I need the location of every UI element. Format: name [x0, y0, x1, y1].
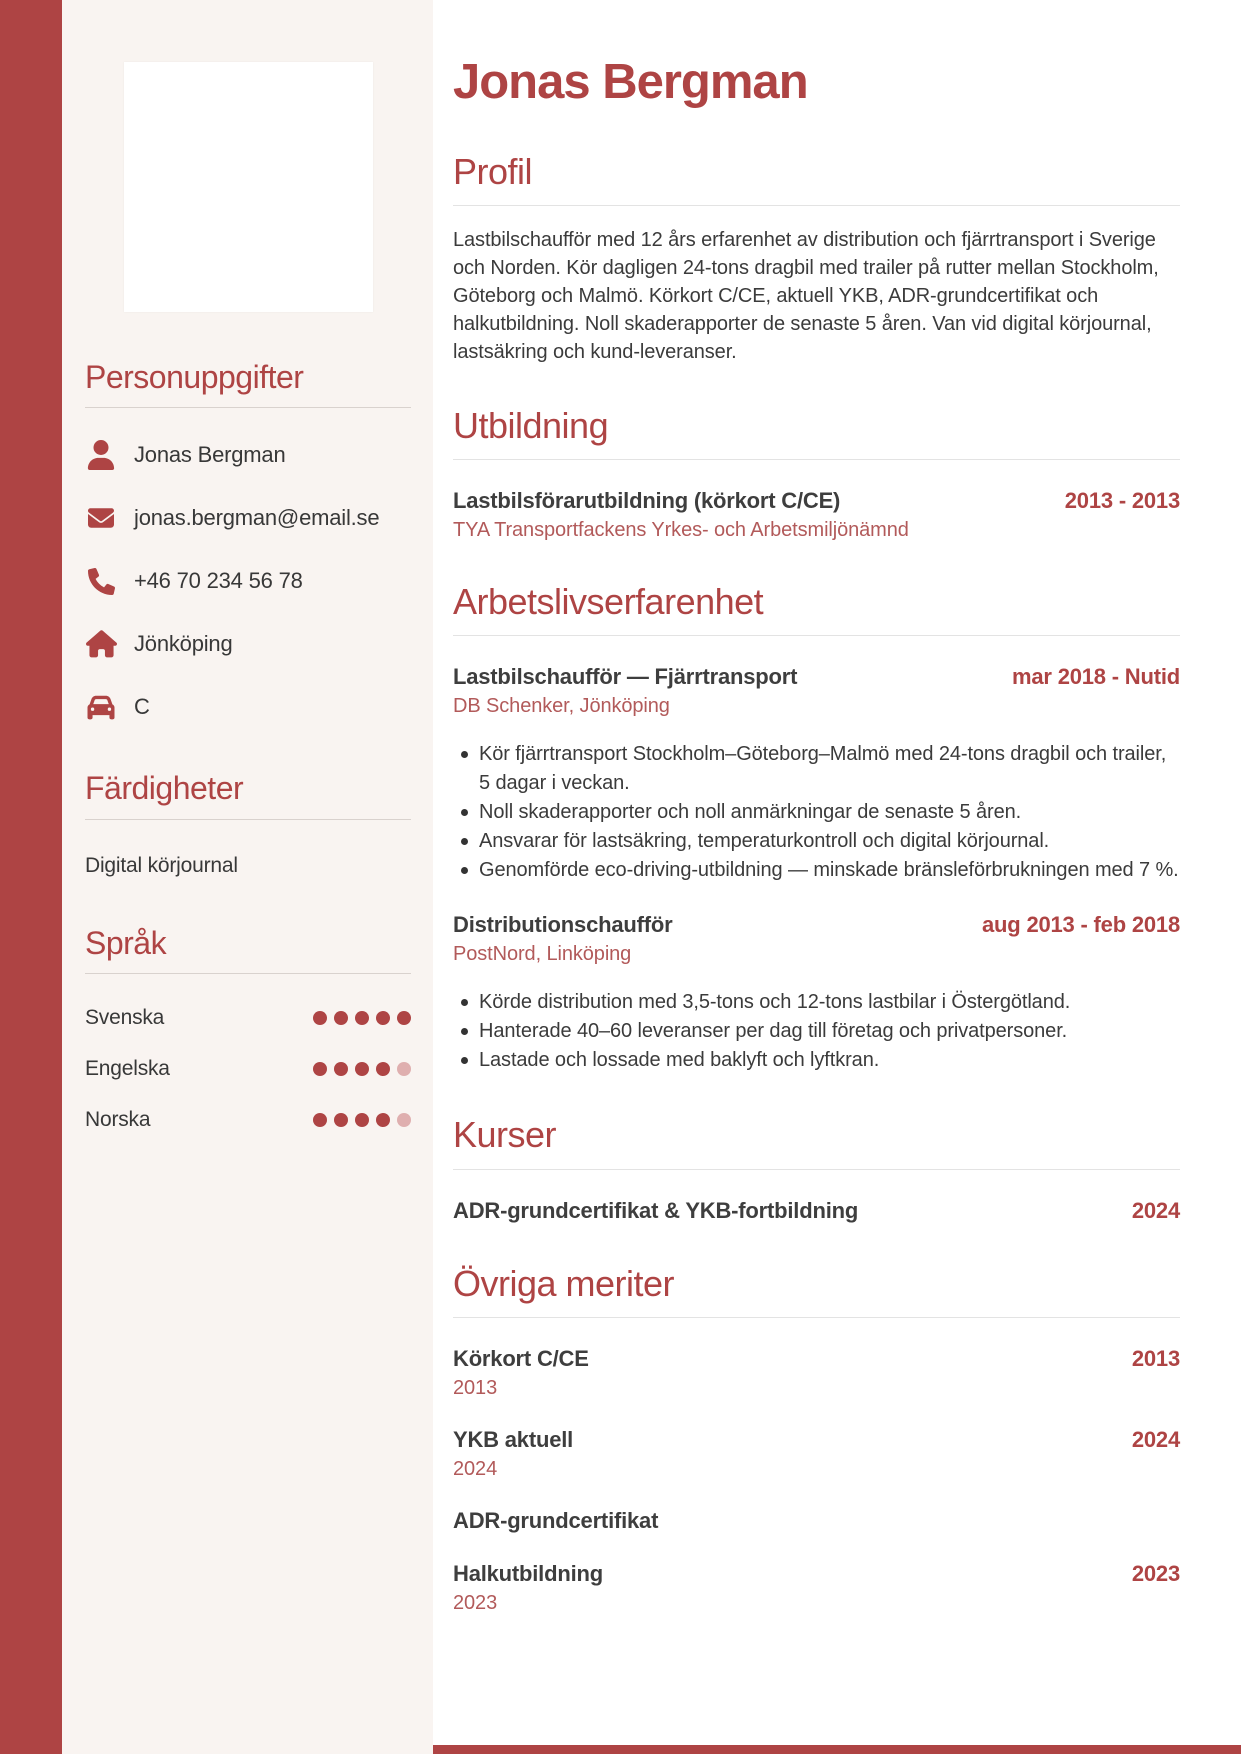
profile-heading: Profil: [453, 150, 533, 192]
main-column: [453, 0, 1180, 1615]
entry-date: 2013 - 2013: [1064, 488, 1180, 514]
section-profile: [453, 150, 1180, 366]
sidebar-divider: [85, 407, 411, 408]
language-level-dots: [313, 1062, 411, 1076]
sidebar: [62, 0, 433, 1754]
experience-bullets: [453, 740, 1180, 885]
contact-row-phone: [85, 565, 411, 597]
languages-heading: Språk: [85, 924, 167, 961]
page-bottom-accent-bar: [433, 1745, 1241, 1754]
entry-date: 2013: [1131, 1345, 1180, 1371]
contact-city-value: Jönköping: [134, 631, 233, 657]
user-icon: [85, 439, 117, 471]
skill-item: Digital körjournal: [85, 853, 238, 877]
entry-title: ADR-grundcertifikat: [453, 1507, 659, 1533]
merit-entry: [453, 1427, 1180, 1481]
experience-entry: [453, 912, 1180, 1075]
entry-subtitle: 2013: [453, 1376, 498, 1399]
section-divider: [453, 635, 1180, 636]
entry-date: aug 2013 - feb 2018: [982, 912, 1180, 938]
merit-entry: [453, 1561, 1180, 1615]
level-dot-filled: [355, 1113, 369, 1127]
language-row: [85, 1006, 411, 1030]
level-dot-filled: [313, 1113, 327, 1127]
other-merits-heading: Övriga meriter: [453, 1262, 675, 1304]
entry-title: Lastbilsförarutbildning (körkort C/CE): [453, 488, 841, 514]
entry-subtitle: 2023: [453, 1591, 498, 1614]
merit-entry: [453, 1508, 1180, 1534]
entry-title: ADR-grundcertifikat & YKB-fortbildning: [453, 1197, 859, 1223]
level-dot-filled: [313, 1011, 327, 1025]
level-dot-filled: [334, 1113, 348, 1127]
skills-heading: Färdigheter: [85, 770, 244, 807]
language-name: Engelska: [85, 1057, 170, 1081]
entry-title: YKB aktuell: [453, 1426, 574, 1452]
merit-entry: [453, 1346, 1180, 1400]
course-entry: [453, 1198, 1180, 1224]
bullet-item: Hanterade 40–60 leveranser per dag till företag och privatpersoner.: [453, 1017, 1180, 1046]
language-name: Norska: [85, 1108, 151, 1132]
sidebar-divider: [85, 973, 411, 974]
personal-info-heading: Personuppgifter: [85, 359, 304, 395]
courses-heading: Kurser: [453, 1114, 557, 1156]
experience-heading: Arbetslivserfarenhet: [453, 581, 764, 623]
experience-entry: [453, 664, 1180, 885]
level-dot-filled: [376, 1113, 390, 1127]
sidebar-divider: [85, 819, 411, 820]
level-dot-filled: [334, 1011, 348, 1025]
language-level-dots: [313, 1011, 411, 1025]
bullet-item: Ansvarar för lastsäkring, temperaturkontroll och digital körjournal.: [453, 827, 1180, 856]
entry-title: Lastbilschaufför — Fjärrtransport: [453, 664, 798, 690]
level-dot-filled: [376, 1011, 390, 1025]
section-courses: [453, 1113, 1180, 1223]
entry-subtitle: 2024: [453, 1457, 498, 1480]
entry-subtitle: DB Schenker, Jönköping: [453, 695, 670, 718]
contact-phone-value: +46 70 234 56 78: [134, 568, 303, 594]
entry-date: 2023: [1131, 1560, 1180, 1586]
home-icon: [85, 628, 117, 660]
bullet-item: Noll skaderapporter och noll anmärkningar de senaste 5 åren.: [453, 798, 1180, 827]
entry-date: 2024: [1131, 1197, 1180, 1223]
level-dot-filled: [376, 1062, 390, 1076]
section-other-merits: [453, 1262, 1180, 1615]
language-name: Svenska: [85, 1006, 165, 1030]
envelope-icon: [85, 502, 117, 534]
level-dot-filled: [313, 1062, 327, 1076]
contact-license-value: C: [134, 694, 150, 720]
level-dot-filled: [355, 1062, 369, 1076]
level-dot-filled: [397, 1011, 411, 1025]
contact-row-email: [85, 502, 411, 534]
education-entry: [453, 488, 1180, 542]
contact-row-name: [85, 439, 411, 471]
entry-title: Halkutbildning: [453, 1560, 603, 1586]
contact-name-value: Jonas Bergman: [134, 442, 286, 468]
language-level-dots: [313, 1113, 411, 1127]
page-title: Jonas Bergman: [453, 55, 808, 109]
contact-row-license: [85, 691, 411, 723]
bullet-item: Genomförde eco-driving-utbildning — minskade bränsleförbrukningen med 7 %.: [453, 856, 1180, 885]
section-experience: [453, 580, 1180, 1075]
contact-row-city: [85, 628, 411, 660]
level-dot-empty: [397, 1113, 411, 1127]
profile-text: Lastbilschaufför med 12 års erfarenhet av distribution och fjärrtransport i Sverige och Norden. Kör dagligen 24-tons dragbil med trailer på rutter mellan Stockholm, Göteborg och Malmö. Körkort C/CE, aktuell YKB, ADR-grundcertifikat och halkutbildning. Noll skaderapporter de senaste 5 åren. Van vid digital körjournal, lastsäkring och kund-leveranser.: [453, 228, 1159, 363]
entry-date: 2024: [1131, 1426, 1180, 1452]
bullet-item: Körde distribution med 3,5-tons och 12-tons lastbilar i Östergötland.: [453, 988, 1180, 1017]
entry-date: mar 2018 - Nutid: [1012, 664, 1180, 690]
left-accent-stripe: [0, 0, 62, 1754]
section-divider: [453, 1317, 1180, 1318]
section-divider: [453, 205, 1180, 206]
level-dot-filled: [355, 1011, 369, 1025]
entry-title: Körkort C/CE: [453, 1345, 589, 1371]
entry-subtitle: PostNord, Linköping: [453, 943, 632, 966]
language-row: [85, 1108, 411, 1132]
language-row: [85, 1057, 411, 1081]
contact-email-value: jonas.bergman@email.se: [134, 505, 380, 531]
bullet-item: Lastade och lossade med baklyft och lyftkran.: [453, 1046, 1180, 1075]
bullet-item: Kör fjärrtransport Stockholm–Göteborg–Malmö med 24-tons dragbil och trailer, 5 dagar i veckan.: [453, 740, 1180, 798]
section-divider: [453, 459, 1180, 460]
phone-icon: [85, 565, 117, 597]
entry-subtitle: TYA Transportfackens Yrkes- och Arbetsmiljönämnd: [453, 519, 909, 542]
section-education: [453, 404, 1180, 542]
experience-bullets: [453, 988, 1180, 1075]
level-dot-empty: [397, 1062, 411, 1076]
level-dot-filled: [334, 1062, 348, 1076]
profile-photo-placeholder: [124, 62, 373, 312]
education-heading: Utbildning: [453, 404, 609, 446]
section-divider: [453, 1169, 1180, 1170]
car-icon: [85, 691, 117, 723]
entry-title: Distributionschaufför: [453, 912, 673, 938]
